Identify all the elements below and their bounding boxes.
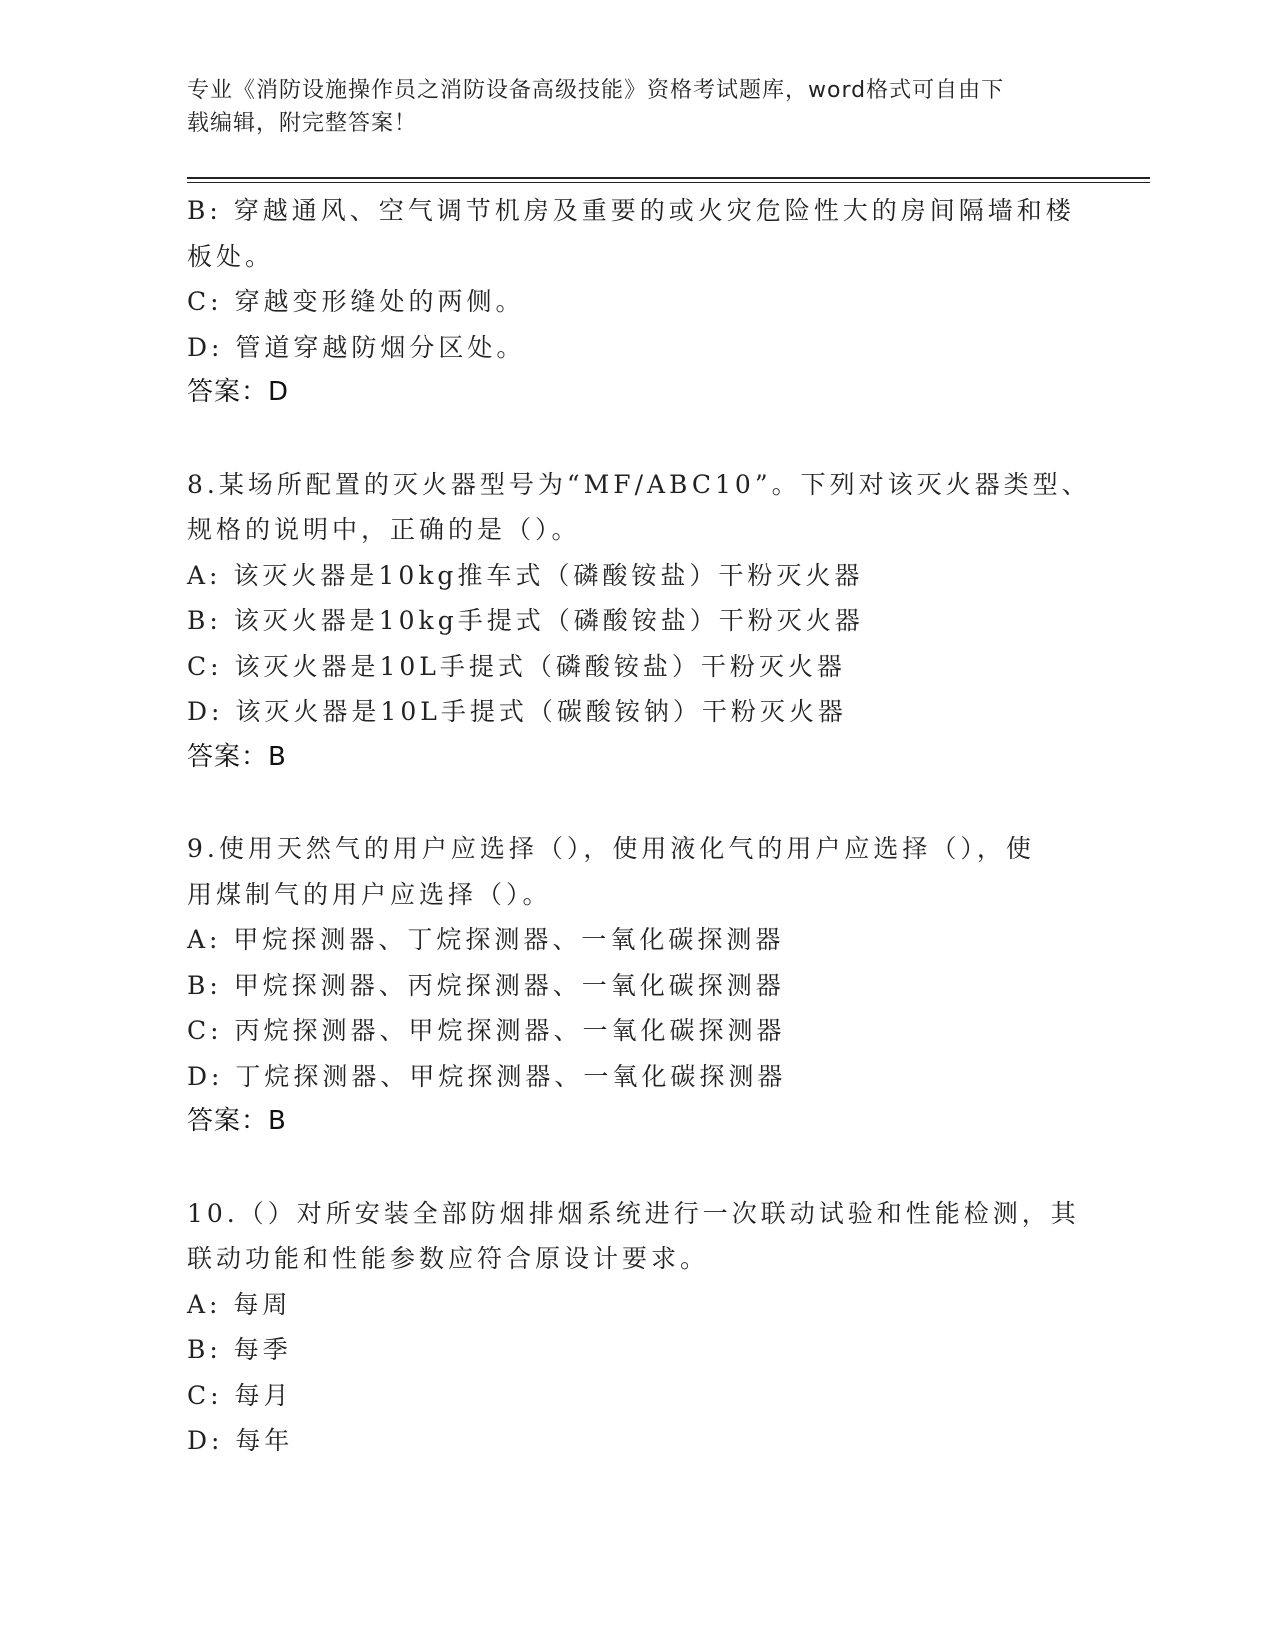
question-line: B: 甲烷探测器、丙烷探测器、一氧化碳探测器 <box>187 970 785 1000</box>
answer-line: 答案：D <box>187 377 290 407</box>
question-line: 联动功能和性能参数应符合原设计要求。 <box>187 1244 710 1273</box>
question-line: B: 该灭火器是10kg手提式（磷酸铵盐）干粉灭火器 <box>187 606 864 635</box>
question-line: 规格的说明中，正确的是（）。 <box>187 515 581 544</box>
block-spacer <box>187 1145 1087 1191</box>
question-content <box>187 188 1091 1464</box>
question-line: C: 该灭火器是10L手提式（磷酸铵盐）干粉灭火器 <box>187 651 846 681</box>
question-line: D: 每年 <box>187 1426 294 1455</box>
header-line-1: 专业《消防设施操作员之消防设备高级技能》资格考试题库，word格式可自由下 <box>187 78 1005 103</box>
question-line: D: 该灭火器是10L手提式（碳酸铵钠）干粉灭火器 <box>187 697 847 726</box>
question-line: 板处。 <box>187 241 275 271</box>
header-line-2: 载编辑，附完整答案！ <box>187 111 418 136</box>
block-spacer <box>187 416 1087 462</box>
question-line: D: 丁烷探测器、甲烷探测器、一氧化碳探测器 <box>187 1061 787 1091</box>
question-block <box>187 826 1087 1145</box>
question-line: B: 穿越通风、空气调节机房及重要的或火灾危险性大的房间隔墙和楼 <box>187 196 1075 225</box>
question-line: 用煤制气的用户应选择（）。 <box>187 879 552 909</box>
question-line: 9.使用天然气的用户应选择（），使用液化气的用户应选择（），使 <box>187 834 1035 863</box>
header-rule-thick <box>187 177 1150 179</box>
question-block <box>187 1191 1087 1464</box>
block-spacer <box>187 780 1087 826</box>
page-header <box>187 74 1067 140</box>
answer-line: 答案：B <box>187 741 287 772</box>
question-line: C: 丙烷探测器、甲烷探测器、一氧化碳探测器 <box>187 1016 786 1045</box>
header-rule-thin <box>187 182 1150 183</box>
question-line: C: 每月 <box>187 1380 293 1410</box>
question-line: A: 该灭火器是10kg推车式（磷酸铵盐）干粉灭火器 <box>187 560 864 590</box>
answer-line: 答案：B <box>187 1106 287 1136</box>
question-line: A: 甲烷探测器、丁烷探测器、一氧化碳探测器 <box>187 925 785 954</box>
question-block <box>187 188 1087 416</box>
question-line: 8.某场所配置的灭火器型号为“MF/ABC10”。下列对该灭火器类型、 <box>187 469 1091 499</box>
question-line: C: 穿越变形缝处的两侧。 <box>187 287 525 316</box>
question-line: 10.（）对所安装全部防烟排烟系统进行一次联动试验和性能检测，其 <box>187 1198 1080 1228</box>
question-line: B: 每季 <box>187 1335 292 1364</box>
question-line: A: 每周 <box>187 1289 292 1319</box>
question-line: D: 管道穿越防烟分区处。 <box>187 332 526 362</box>
question-block <box>187 462 1091 781</box>
